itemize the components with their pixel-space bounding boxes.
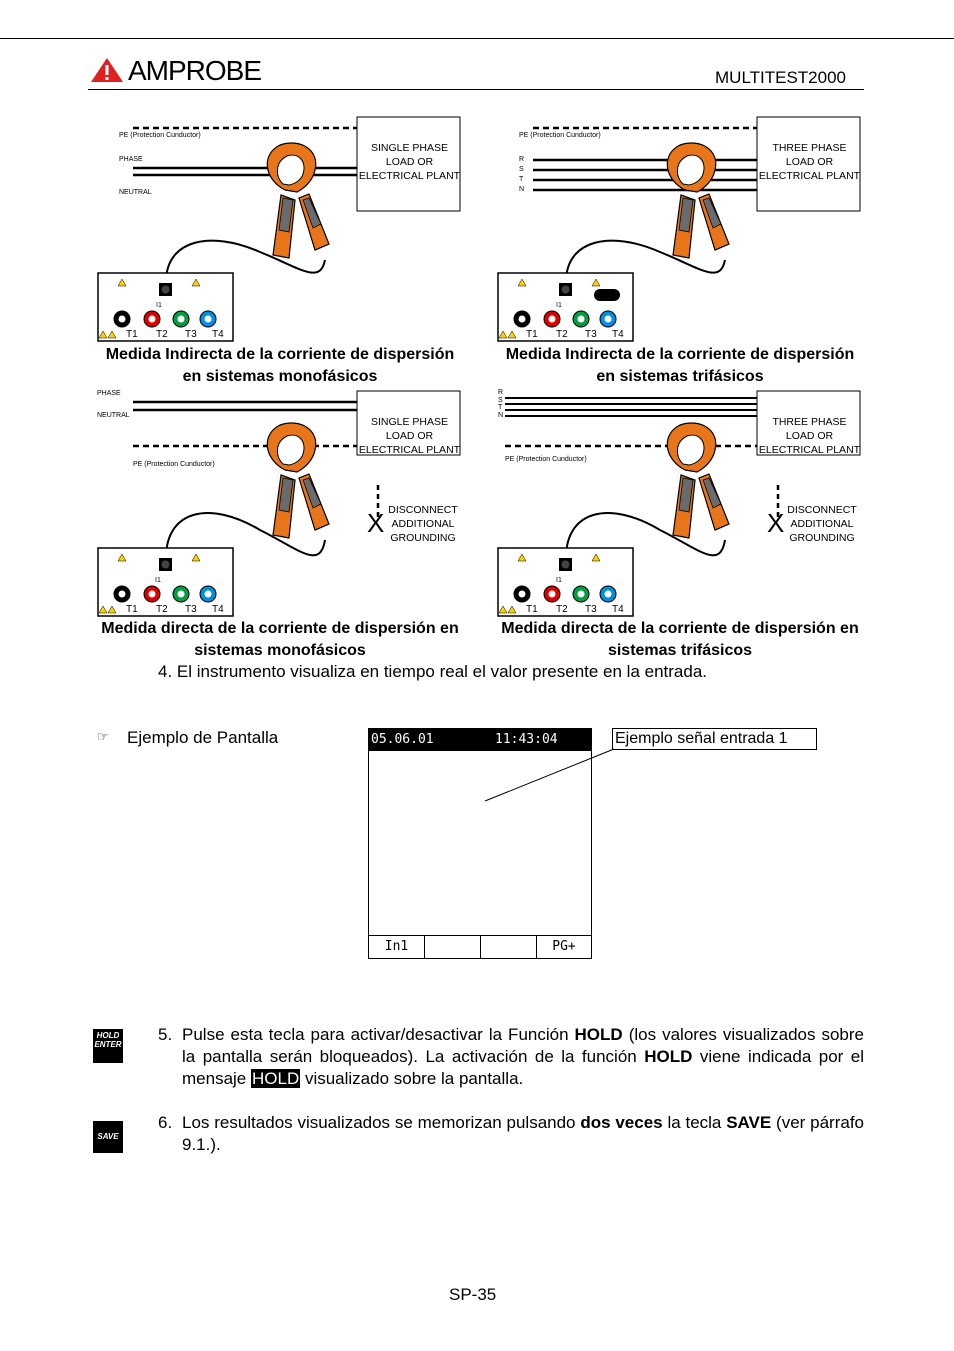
top-rule: [0, 38, 954, 39]
hold-enter-key-icon: HOLD ENTER: [93, 1029, 123, 1063]
d1-input-label: I1: [156, 302, 162, 309]
d1-label-neutral: NEUTRAL: [119, 189, 152, 196]
d1-caption: Medida Indirecta de la corriente de dispersión en sistemas monofásicos: [105, 346, 455, 385]
step-5-number: 5.: [158, 1025, 173, 1044]
d1-label-pe: PE (Protection Cunductor): [119, 132, 201, 139]
softkey-in1[interactable]: In1: [369, 936, 425, 959]
warning-triangle-logo-icon: [90, 57, 124, 83]
step-5-text: Pulse esta tecla para activar/desactivar la Función HOLD (los valores visualizados sobre la pantalla serán bloqueados). La activación de la función HOLD viene indicada por el mensaje HOLD visualizado sobre la pantalla.: [182, 1025, 864, 1088]
screen-date: 05.06.01: [371, 732, 434, 747]
step-4-text: 4. El instrumento visualiza en tiempo real el valor presente en la entrada.: [158, 662, 708, 681]
brand-logo: [90, 57, 124, 88]
d2-label-rstn: R S T N: [519, 156, 525, 193]
step-6-text: Los resultados visualizados se memorizan pulsando dos veces la tecla SAVE (ver párrafo 9.1.).: [182, 1113, 865, 1154]
callout-leader-line: [480, 745, 620, 805]
d3-label-neutral: NEUTRAL: [97, 412, 130, 419]
d4-disconnect-note: DISCONNECT ADDITIONAL GROUNDING: [787, 504, 857, 544]
d3-label-pe: PE (Protection Cunductor): [133, 461, 215, 468]
save-key-icon: SAVE: [93, 1121, 123, 1153]
d3-caption: Medida directa de la corriente de dispersión en sistemas monofásicos: [101, 620, 459, 659]
d4-label-pe: PE (Protection Cunductor): [505, 456, 587, 463]
hold-message-badge: HOLD: [251, 1069, 300, 1088]
page-number: SP-35: [449, 1285, 497, 1304]
brand-name: AMPROBE: [128, 55, 262, 86]
callout-box: Ejemplo señal entrada 1: [612, 728, 817, 750]
d1-label-phase: PHASE: [119, 156, 143, 163]
example-label: Ejemplo de Pantalla: [127, 728, 279, 747]
step-6-number: 6.: [158, 1113, 173, 1132]
d4-load-box: THREE PHASE LOAD OR ELECTRICAL PLANT: [758, 416, 861, 456]
d2-load-box: THREE PHASE LOAD OR ELECTRICAL PLANT: [758, 142, 861, 182]
softkey-2[interactable]: [425, 936, 481, 959]
d3-input-label: I1: [155, 577, 161, 584]
d4-disconnect-x-icon: X: [767, 508, 785, 538]
screen-time: 11:43:04: [495, 732, 558, 747]
header-rule: [88, 89, 864, 90]
softkey-pg-plus[interactable]: PG+: [552, 939, 576, 954]
d1-load-box: SINGLE PHASE LOAD OR ELECTRICAL PLANT: [358, 142, 461, 182]
softkey-bar: [369, 935, 591, 959]
d3-load-box: SINGLE PHASE LOAD OR ELECTRICAL PLANT: [358, 416, 461, 456]
d4-caption: Medida directa de la corriente de dispersión en sistemas trifásicos: [501, 620, 859, 659]
d3-disconnect-note: DISCONNECT ADDITIONAL GROUNDING: [388, 504, 458, 544]
d3-disconnect-x-icon: X: [367, 508, 385, 538]
d4-input-label: I1: [556, 577, 562, 584]
d2-caption: Medida Indirecta de la corriente de dispersión en sistemas trifásicos: [505, 346, 855, 385]
d2-label-pe: PE (Protection Cunductor): [519, 132, 601, 139]
softkey-3[interactable]: [481, 936, 537, 959]
d4-label-rstn: R S T N: [498, 389, 504, 419]
d3-label-phase: PHASE: [97, 390, 121, 397]
d2-input-label: I1: [556, 302, 562, 309]
model-name: MULTITEST2000: [715, 68, 847, 87]
pointing-hand-icon: ☞: [97, 729, 109, 744]
